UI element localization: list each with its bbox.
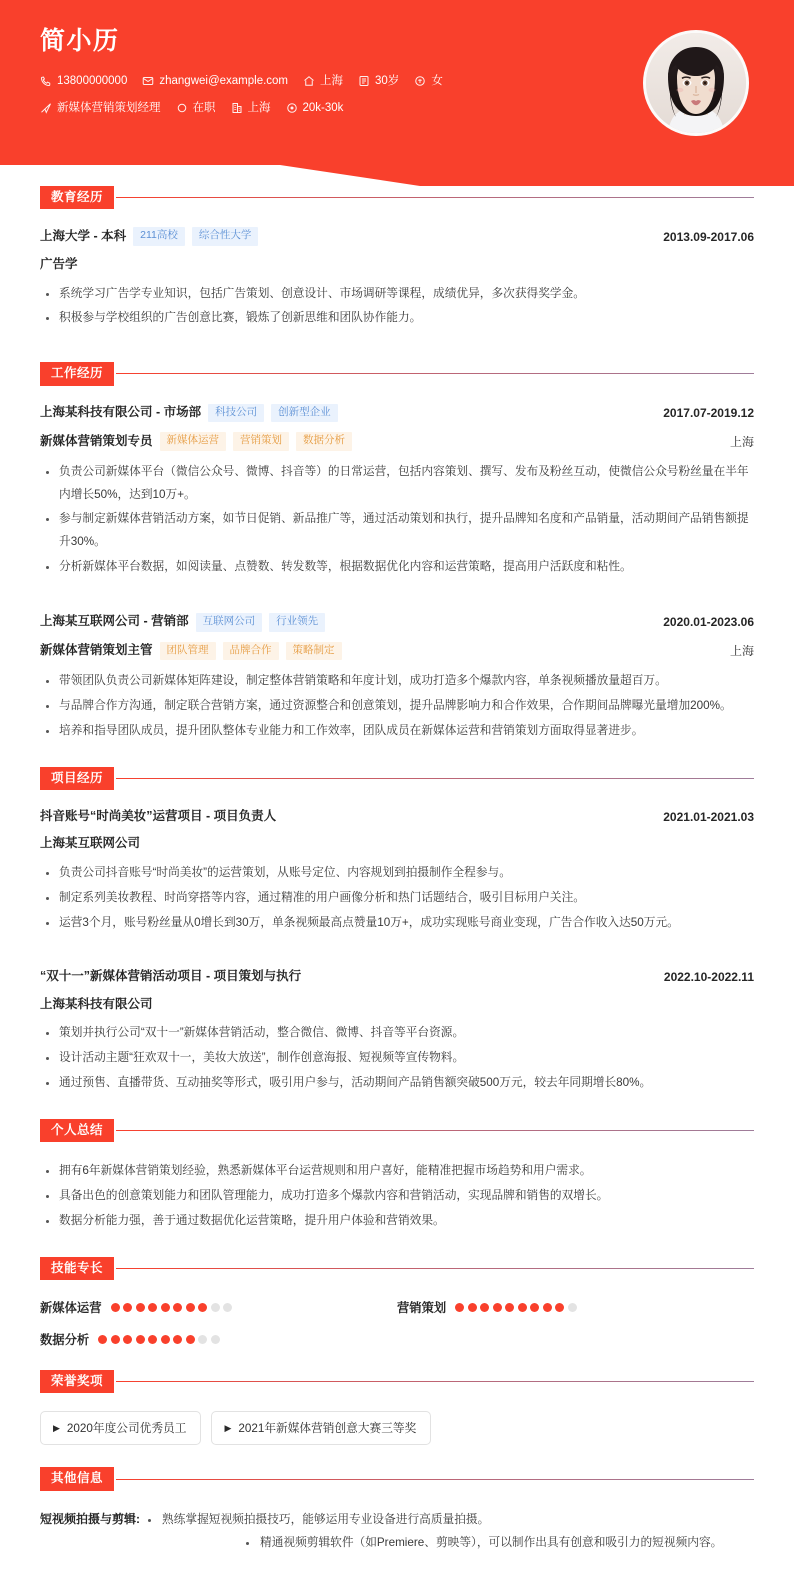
- list-item: 精通视频剪辑软件（如Premiere、剪映等），可以制作出具有创意和吸引力的短视频内容。: [140, 1532, 754, 1555]
- job-skill-tag: 品牌合作: [223, 642, 279, 661]
- section-divider: [116, 1479, 754, 1480]
- skill-dot-filled: [136, 1303, 145, 1312]
- education-date: 2013.09-2017.06: [663, 229, 754, 244]
- contact-phone-text: 13800000000: [57, 75, 128, 87]
- skill-dot-empty: [223, 1303, 232, 1312]
- job-skill-tag: 数据分析: [296, 432, 352, 451]
- contact-city: [303, 73, 343, 89]
- list-item: 负责公司新媒体平台（微信公众号、微博、抖音等）的日常运营，包括内容策划、撰写、发布及粉丝互动，使微信公众号粉丝量在半年内增长50%，达到10万+。: [40, 461, 754, 507]
- honor-item[interactable]: [211, 1411, 431, 1445]
- skill-dot-empty: [211, 1335, 220, 1344]
- triangle-right-icon: ▶: [224, 1422, 232, 1433]
- section-honors: [40, 1370, 754, 1445]
- company-tag: 科技公司: [208, 404, 264, 423]
- section-title-work: 工作经历: [40, 362, 114, 385]
- section-title-honors: 荣誉奖项: [40, 1370, 114, 1393]
- skill-dot-filled: [543, 1303, 552, 1312]
- section-header-other: [40, 1467, 754, 1490]
- section-header-work: [40, 362, 754, 385]
- other-info-label: 短视频拍摄与剪辑:: [40, 1511, 140, 1526]
- section-projects: [40, 767, 754, 1095]
- skill-row: [40, 1330, 397, 1348]
- section-divider: [116, 1381, 754, 1382]
- salary-expectation: [286, 100, 344, 116]
- job-skill-tag: 营销策划: [233, 432, 289, 451]
- skill-dot-filled: [148, 1303, 157, 1312]
- skill-dot-empty: [198, 1335, 207, 1344]
- project-company: 上海某互联网公司: [40, 836, 141, 851]
- section-title-summary: 个人总结: [40, 1119, 114, 1142]
- contact-age: [358, 73, 399, 89]
- skill-dot-filled: [198, 1303, 207, 1312]
- id-card-icon: [358, 75, 370, 87]
- entry-position-row: [40, 432, 754, 451]
- section-title-other: 其他信息: [40, 1467, 114, 1490]
- list-item: 与品牌合作方沟通，制定联合营销方案，通过资源整合和创意策划，提升品牌影响力和合作效果，合作期间品牌曝光量增加200%。: [40, 695, 754, 718]
- honors-list: [40, 1411, 754, 1445]
- section-header-summary: [40, 1119, 754, 1142]
- skill-dot-filled: [98, 1335, 107, 1344]
- project-company: 上海某科技有限公司: [40, 996, 153, 1011]
- skill-level-dots: [455, 1303, 577, 1312]
- circle-status-icon: [176, 102, 188, 114]
- project-date: 2021.01-2021.03: [663, 809, 754, 824]
- section-divider: [116, 778, 754, 779]
- job-skill-tag: 策略制定: [286, 642, 342, 661]
- skill-dot-filled: [123, 1335, 132, 1344]
- avatar: [643, 30, 749, 136]
- list-item: 系统学习广告学专业知识，包括广告策划、创意设计、市场调研等课程，成绩优异，多次获得奖学金。: [40, 283, 754, 306]
- skill-dot-filled: [173, 1335, 182, 1344]
- skill-name: 新媒体运营: [40, 1301, 102, 1316]
- page-title: 简小历: [40, 27, 120, 55]
- list-item: 负责公司抖音账号“时尚美妆”的运营策划，从账号定位、内容规划到拍摄制作全程参与。: [40, 862, 754, 885]
- work-entry: [40, 613, 754, 743]
- list-item: 带领团队负责公司新媒体矩阵建设，制定整体营销策略和年度计划，成功打造多个爆款内容，单条视频播放量超百万。: [40, 670, 754, 693]
- skill-dot-filled: [186, 1303, 195, 1312]
- section-divider: [116, 373, 754, 374]
- work-entry: [40, 404, 754, 579]
- skill-level-dots: [111, 1303, 233, 1312]
- skill-row: [397, 1298, 754, 1316]
- list-item: 分析新媒体平台数据，如阅读量、点赞数、转发数等，根据数据优化内容和运营策略，提高用户活跃度和粘性。: [40, 556, 754, 579]
- other-info-group: [40, 1509, 754, 1555]
- triangle-right-icon: ▶: [53, 1422, 60, 1433]
- job-skill-tag: 新媒体运营: [160, 432, 227, 451]
- company-tag: 创新型企业: [271, 404, 338, 423]
- work-date: 2020.01-2023.06: [663, 615, 754, 630]
- list-item: 数据分析能力强，善于通过数据优化运营策略，提升用户体验和营销效果。: [40, 1210, 754, 1233]
- list-item: 熟练掌握短视频拍摄技巧，能够运用专业设备进行高质量拍摄。: [140, 1509, 754, 1532]
- project-entry: [40, 968, 754, 1094]
- contact-city-text: 上海: [320, 75, 344, 87]
- company-tag: 行业领先: [269, 613, 325, 632]
- skills-grid: [40, 1298, 754, 1348]
- list-item: 培养和指导团队成员，提升团队整体专业能力和工作效率，团队成员在新媒体运营和营销策划方面取得显著进步。: [40, 720, 754, 743]
- skill-dot-filled: [555, 1303, 564, 1312]
- other-info-bullets: [140, 1509, 754, 1555]
- list-item: 策划并执行公司“双十一”新媒体营销活动，整合微信、微博、抖音等平台资源。: [40, 1022, 754, 1045]
- skill-dot-filled: [173, 1303, 182, 1312]
- project-entry: [40, 808, 754, 934]
- project-bullets: [40, 862, 754, 934]
- list-item: 拥有6年新媒体营销策划经验，熟悉新媒体平台运营规则和用户喜好，能精准把握市场趋势和用户需求。: [40, 1160, 754, 1183]
- project-date: 2022.10-2022.11: [663, 970, 754, 985]
- education-entry: [40, 227, 754, 330]
- rocket-icon: [40, 102, 52, 114]
- honor-label: 2021年新媒体营销创意大赛三等奖: [238, 1422, 417, 1436]
- section-divider: [116, 1268, 754, 1269]
- section-summary: [40, 1119, 754, 1233]
- summary-bullets: [40, 1160, 754, 1232]
- contact-age-text: 30岁: [375, 75, 400, 87]
- work-bullets: [40, 461, 754, 579]
- job-skill-tag: 团队管理: [160, 642, 216, 661]
- entry-position-row: [40, 642, 754, 661]
- entry-header-row: [40, 808, 754, 826]
- job-status-text: 在职: [192, 102, 216, 115]
- list-item: 制定系列美妆教程、时尚穿搭等内容，通过精准的用户画像分析和热门话题结合，吸引目标用户关注。: [40, 887, 754, 910]
- honor-item[interactable]: [40, 1411, 201, 1445]
- contact-row-2: [40, 100, 640, 116]
- skill-dot-filled: [111, 1303, 120, 1312]
- section-header-skills: [40, 1257, 754, 1280]
- school-name: 上海大学 - 本科: [40, 228, 127, 243]
- portrait-photo-icon: [646, 33, 746, 133]
- work-location: 上海: [729, 644, 754, 659]
- contact-gender-text: 女: [431, 75, 443, 87]
- skill-dot-filled: [123, 1303, 132, 1312]
- section-title-education: 教育经历: [40, 186, 114, 209]
- skill-dot-filled: [148, 1335, 157, 1344]
- entry-header-row: [40, 227, 754, 246]
- list-item: 具备出色的创意策划能力和团队管理能力，成功打造多个爆款内容和营销活动，实现品牌和销售的双增长。: [40, 1185, 754, 1208]
- salary-expectation-text: 20k-30k: [302, 102, 344, 115]
- skill-dot-filled: [161, 1303, 170, 1312]
- skill-dot-empty: [568, 1303, 577, 1312]
- list-item: 设计活动主题“狂欢双十一，美妆大放送”，制作创意海报、短视频等宣传物料。: [40, 1047, 754, 1070]
- section-header-honors: [40, 1370, 754, 1393]
- work-location: 上海: [729, 434, 754, 449]
- skill-dot-empty: [211, 1303, 220, 1312]
- skill-level-dots: [98, 1335, 220, 1344]
- company-name: 上海某互联网公司 - 营销部: [40, 614, 189, 629]
- home-icon: [303, 75, 315, 87]
- list-item: 积极参与学校组织的广告创意比赛，锻炼了创新思维和团队协作能力。: [40, 307, 754, 330]
- job-title: 新媒体营销策划专员: [40, 433, 153, 448]
- section-title-projects: 项目经历: [40, 767, 114, 790]
- section-education: [40, 186, 754, 330]
- skill-dot-filled: [136, 1335, 145, 1344]
- school-tag: 211高校: [133, 227, 185, 246]
- desired-position-text: 新媒体营销策划经理: [57, 102, 161, 115]
- company-name: 上海某科技有限公司 - 市场部: [40, 405, 202, 420]
- job-title: 新媒体营销策划主管: [40, 643, 153, 658]
- job-status: [176, 100, 216, 116]
- resume-header: [0, 0, 794, 186]
- desired-city-text: 上海: [247, 102, 271, 115]
- section-title-skills: 技能专长: [40, 1257, 114, 1280]
- section-divider: [116, 1130, 754, 1131]
- skill-dot-filled: [186, 1335, 195, 1344]
- section-skills: [40, 1257, 754, 1348]
- skill-row: [40, 1298, 397, 1316]
- contact-email: [142, 73, 288, 89]
- work-date: 2017.07-2019.12: [663, 405, 754, 420]
- contact-gender: [414, 73, 443, 89]
- entry-header-row: [40, 404, 754, 423]
- salary-icon: [286, 102, 298, 114]
- skill-name: 数据分析: [40, 1333, 90, 1348]
- section-header-education: [40, 186, 754, 209]
- skill-dot-filled: [468, 1303, 477, 1312]
- section-header-projects: [40, 767, 754, 790]
- company-tag: 互联网公司: [196, 613, 263, 632]
- skill-dot-filled: [455, 1303, 464, 1312]
- envelope-icon: [142, 75, 154, 87]
- desired-position: [40, 100, 161, 116]
- project-name: 抖音账号“时尚美妆”运营项目 - 项目负责人: [40, 808, 277, 823]
- contact-phone: [40, 73, 127, 89]
- work-bullets: [40, 670, 754, 742]
- skill-name: 营销策划: [397, 1301, 447, 1316]
- entry-header-row: [40, 613, 754, 632]
- skill-dot-filled: [480, 1303, 489, 1312]
- list-item: 参与制定新媒体营销活动方案，如节日促销、新品推广等，通过活动策划和执行，提升品牌知名度和产品销量，活动期间产品销售额提升30%。: [40, 508, 754, 554]
- education-major: 广告学: [40, 257, 78, 272]
- gender-icon: [414, 75, 426, 87]
- contact-email-text: zhangwei@example.com: [159, 75, 289, 87]
- honor-label: 2020年度公司优秀员工: [66, 1422, 187, 1436]
- skill-dot-filled: [505, 1303, 514, 1312]
- list-item: 运营3个月，账号粉丝量从0增长到30万，单条视频最高点赞量10万+，成功实现账号商业变现，广告合作收入达50万元。: [40, 912, 754, 935]
- skill-dot-filled: [518, 1303, 527, 1312]
- desired-city: [231, 100, 271, 116]
- skill-dot-filled: [161, 1335, 170, 1344]
- skill-dot-filled: [493, 1303, 502, 1312]
- phone-icon: [40, 75, 52, 87]
- school-tag: 综合性大学: [192, 227, 259, 246]
- project-bullets: [40, 1022, 754, 1094]
- education-bullets: [40, 283, 754, 331]
- skill-dot-filled: [111, 1335, 120, 1344]
- project-name: “双十一”新媒体营销活动项目 - 项目策划与执行: [40, 969, 302, 984]
- resume-body: [0, 186, 794, 1580]
- skill-dot-filled: [530, 1303, 539, 1312]
- contact-row-1: [40, 73, 640, 89]
- entry-header-row: [40, 968, 754, 986]
- building-icon: [231, 102, 243, 114]
- section-divider: [116, 197, 754, 198]
- list-item: 通过预售、直播带货、互动抽奖等形式，吸引用户参与，活动期间产品销售额突破500万元，较去年同期增长80%。: [40, 1072, 754, 1095]
- section-work: [40, 362, 754, 742]
- section-other: [40, 1467, 754, 1554]
